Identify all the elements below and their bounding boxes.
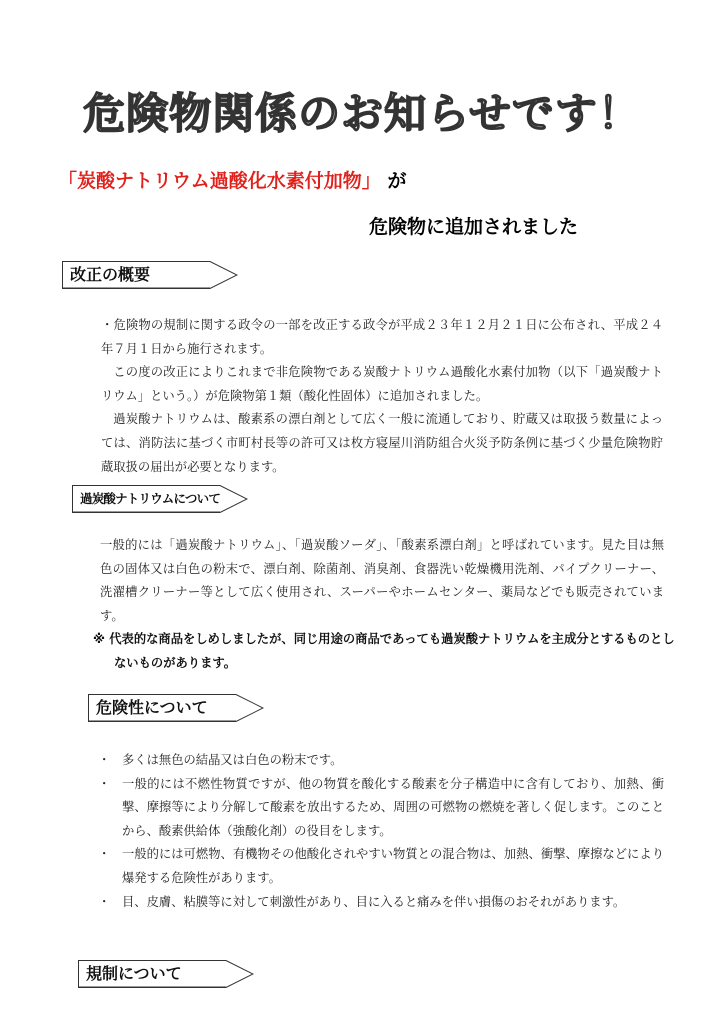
overview-text — [101, 314, 663, 479]
substance-name: 「炭酸ナトリウム過酸化水素付加物」 — [58, 170, 381, 192]
headline-added: 危険物に追加されました — [369, 216, 579, 238]
bullet-icon: ・ — [98, 776, 111, 791]
bullet-icon: ・ — [98, 847, 111, 862]
section-heading-text: 規制について — [86, 964, 182, 983]
section-heading-text: 過炭酸ナトリウムについて — [80, 491, 221, 506]
section-heading-overview — [62, 261, 238, 289]
bullet-icon: ・ — [98, 753, 111, 767]
headline-substance — [58, 166, 406, 196]
overview-paragraph: この度の改正によりこれまで非危険物である炭酸ナトリウム過酸化水素付加物（以下「過炭酸ナトリウム」という。）が危険物第１類（酸化性固体）に追加されました。 — [101, 365, 663, 403]
list-item: ・ 目、皮膚、粘膜等に対して刺激性があり、目に入ると痛みを伴い損傷のおそれがあります。 — [96, 891, 664, 915]
section-heading-text: 改正の概要 — [70, 265, 151, 284]
list-item: ・ 多くは無色の結晶又は白色の粉末です。 — [96, 749, 664, 773]
section-heading-danger — [88, 694, 264, 722]
section-heading-regulation — [78, 960, 254, 988]
overview-paragraph: ・危険物の規制に関する政令の一部を改正する政令が平成２３年１２月２１日に公布され、平成２４年７月１日から施行されます。 — [101, 318, 663, 356]
list-item: ・ 一般的には可燃物、有機物その他酸化されやすい物質との混合物は、加熱、衝撃、摩擦などにより爆発する危険性があります。 — [96, 843, 664, 890]
section-heading-about — [72, 485, 248, 513]
page-title: 危険物関係のお知らせです！ — [83, 89, 641, 138]
list-item: ・ 一般的には不燃性物質ですが、他の物質を酸化する酸素を分子構造中に含有しており、加熱、衝撃、摩擦等により分解して酸素を放出するため、周囲の可燃物の燃焼を著しく促します。このことから、酸素供給体（強酸化剤）の役目をします。 — [96, 773, 664, 844]
about-text: 一般的には「過炭酸ナトリウム」、「過炭酸ソーダ」、「酸素系漂白剤」と呼ばれています。見た目は無色の固体又は白色の粉末で、漂白剤、除菌剤、消臭剤、食器洗い乾燥機用洗剤、パイプクリーナー、洗濯槽クリーナー等として広く使用され、スーパーやホームセンター、薬局などでも販売されています。 — [100, 538, 664, 623]
danger-list — [96, 749, 664, 914]
overview-paragraph: 過炭酸ナトリウムは、酸素系の漂白剤として広く一般に流通しており、貯蔵又は取扱う数量によっては、消防法に基づく市町村長等の許可又は枚方寝屋川消防組合火災予防条例に基づく少量危険物貯蔵取扱の届出が必要となります。 — [101, 412, 663, 474]
headline-particle: が — [387, 170, 407, 192]
bullet-icon: ・ — [98, 894, 111, 909]
about-note: ※ 代表的な商品をしめしましたが、同じ用途の商品であっても過炭酸ナトリウムを主成分とするものとしないものがあります。 — [93, 632, 675, 670]
section-heading-text: 危険性について — [96, 698, 208, 717]
